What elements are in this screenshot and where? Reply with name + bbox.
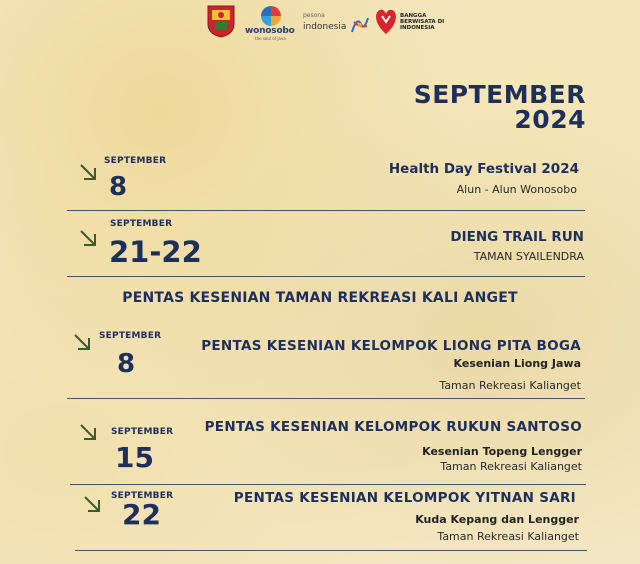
event-row: [0, 150, 640, 210]
event-title: Health Day Festival 2024: [388, 161, 579, 177]
indonesia-logo-text: indonesia: [303, 22, 347, 32]
event-row: [0, 418, 640, 484]
event-day: 15: [115, 441, 154, 474]
kabupaten-crest-logo: [206, 4, 236, 38]
event-location: Alun - Alun Wonosobo: [456, 183, 577, 196]
arrow-down-right-icon: [78, 228, 100, 250]
bangga-berwisata-logo: [372, 4, 447, 38]
arrow-down-right-icon: [78, 422, 100, 444]
wonosobo-logo-text: wonosobo: [245, 26, 295, 36]
divider: [75, 550, 587, 551]
event-row: [0, 326, 640, 398]
arrow-down-right-icon: [72, 332, 94, 354]
section-heading: PENTAS KESENIAN TAMAN REKREASI KALI ANGET: [122, 290, 518, 306]
divider: [67, 398, 585, 399]
year-heading: 2024: [514, 105, 586, 134]
event-location: Taman Rekreasi Kalianget: [437, 530, 579, 543]
event-art-form: Kesenian Liong Jawa: [453, 357, 581, 370]
pesona-logo-text: pesona: [303, 12, 325, 19]
event-row: [0, 214, 640, 276]
event-location: TAMAN SYAILENDRA: [473, 250, 584, 263]
event-day: 21-22: [109, 235, 202, 269]
wonosobo-logo: [245, 6, 295, 41]
event-location: Taman Rekreasi Kalianget: [440, 460, 582, 473]
divider: [70, 484, 586, 485]
event-title: PENTAS KESENIAN KELOMPOK LIONG PITA BOGA: [201, 338, 581, 354]
event-day: 22: [122, 498, 161, 531]
page-title: [414, 82, 586, 132]
event-title: PENTAS KESENIAN KELOMPOK RUKUN SANTOSO: [204, 419, 582, 435]
event-month: SEPTEMBER: [104, 156, 167, 166]
month-heading: SEPTEMBER: [413, 80, 586, 109]
arrow-down-right-icon: [78, 162, 100, 184]
event-art-form: Kesenian Topeng Lengger: [422, 445, 582, 458]
pesona-indonesia-logo: [303, 10, 373, 36]
event-month: SEPTEMBER: [111, 427, 174, 437]
event-month: SEPTEMBER: [99, 331, 162, 341]
event-art-form: Kuda Kepang dan Lengger: [415, 513, 579, 526]
divider: [67, 210, 585, 211]
event-day: 8: [109, 172, 128, 202]
event-title: PENTAS KESENIAN KELOMPOK YITNAN SARI: [233, 490, 576, 506]
wonosobo-tagline: the soul of java: [255, 36, 286, 41]
event-month: SEPTEMBER: [110, 219, 173, 229]
event-location: Taman Rekreasi Kalianget: [439, 379, 581, 392]
event-month: SEPTEMBER: [111, 491, 174, 501]
event-title: DIENG TRAIL RUN: [450, 229, 584, 245]
event-day: 8: [117, 349, 136, 379]
event-row: [0, 488, 640, 550]
bangga-logo-text: BANGGA BERWISATA DI INDONESIA: [400, 13, 445, 31]
divider: [67, 276, 585, 277]
arrow-down-right-icon: [82, 494, 104, 516]
